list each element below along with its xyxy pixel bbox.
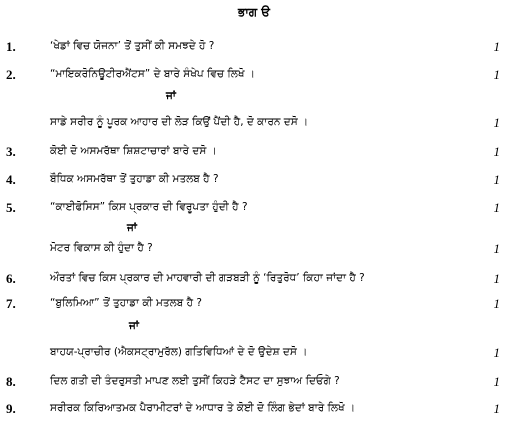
question-mark: 1 xyxy=(493,271,500,286)
question-number: 2. xyxy=(6,67,16,82)
alternative-question-text: ਮੋਟਰ ਵਿਕਾਸ ਕੀ ਹੁੰਦਾ ਹੈ ? xyxy=(50,242,153,254)
question-number: 1. xyxy=(6,39,16,54)
section-heading: ਭਾਗ ੳ xyxy=(237,5,271,19)
question-mark: 1 xyxy=(493,172,500,187)
question-number: 9. xyxy=(6,401,16,416)
question-number: 5. xyxy=(6,200,16,215)
question-mark: 1 xyxy=(493,200,500,215)
alternative-question-mark: 1 xyxy=(493,241,500,256)
question-number: 7. xyxy=(6,296,16,311)
question-number: 6. xyxy=(6,271,16,286)
question-text: ‘ਖੇਡਾਂ ਵਿਚ ਯੋਜਨਾ’ ਤੋਂ ਤੁਸੀਂ ਕੀ ਸਮਝਦੇ ਹੋ ? xyxy=(50,40,215,52)
or-separator: ਜਾਂ xyxy=(166,90,176,102)
or-separator: ਜਾਂ xyxy=(127,222,137,234)
question-mark: 1 xyxy=(493,67,500,82)
question-text: ਕੋਈ ਦੋ ਅਸਮਰੱਥਾ ਸ਼ਿਸ਼ਟਾਚਾਰਾਂ ਬਾਰੇ ਦਸੋ । xyxy=(50,145,217,157)
question-number: 4. xyxy=(6,172,16,187)
question-number: 8. xyxy=(6,374,16,389)
alternative-question-mark: 1 xyxy=(493,115,500,130)
question-text: ਬੌਧਿਕ ਅਸਮਰੱਥਾ ਤੋਂ ਤੁਹਾਡਾ ਕੀ ਮਤਲਬ ਹੈ ? xyxy=(50,173,219,185)
question-text: ਔਰਤਾਂ ਵਿਚ ਕਿਸ ਪ੍ਰਕਾਰ ਦੀ ਮਾਹਵਾਰੀ ਦੀ ਗੜਬੜੀ ਨੂੰ ‘ਰਿਤੁਰੋਧ’ ਕਿਹਾ ਜਾਂਦਾ ਹੈ ? xyxy=(50,272,365,284)
question-number: 3. xyxy=(6,144,16,159)
alternative-question-mark: 1 xyxy=(493,345,500,360)
or-separator: ਜਾਂ xyxy=(129,320,139,332)
question-text: “ਮਾਇਕਰੋਨਿਊਟੀਰਐਂਟਸ” ਦੇ ਬਾਰੇ ਸੰਖੇਪ ਵਿਚ ਲਿਖੋ । xyxy=(50,68,255,80)
question-text: “ਬੁਲਿਮਿਆ” ਤੋਂ ਤੁਹਾਡਾ ਕੀ ਮਤਲਬ ਹੈ ? xyxy=(50,297,202,309)
question-text: “ਕਾਈਫੋਸਿਸ” ਕਿਸ ਪ੍ਰਕਾਰ ਦੀ ਵਿਰੂਪਤਾ ਹੁੰਦੀ ਹੈ ? xyxy=(50,201,248,213)
alternative-question-text: ਬਾਹਯ-ਪ੍ਰਾਚੀਰ (ਐਕਸਟ੍ਰਾਮੁਰੱਲ) ਗਤਿਵਿਧਿਆਂ ਦੇ ਦੋ ਉਦੇਸ਼ ਦਸੋ । xyxy=(50,346,308,358)
question-text: ਸਰੀਰਕ ਕਿਰਿਆਤਮਕ ਪੈਰਾਮੀਟਰਾਂ ਦੇ ਆਧਾਰ ਤੇ ਕੋਈ ਦੋ ਲਿੰਗ ਭੇਦਾਂ ਬਾਰੇ ਲਿਖੋ । xyxy=(50,402,356,414)
question-text: ਦਿਲ ਗਤੀ ਦੀ ਤੰਦਰੁਸਤੀ ਮਾਪਣ ਲਈ ਤੁਸੀਂ ਕਿਹੜੇ ਟੈਸਟ ਦਾ ਸੁਝਾਅ ਦਿਓਗੇ ? xyxy=(50,375,340,387)
question-mark: 1 xyxy=(493,296,500,311)
question-mark: 1 xyxy=(493,401,500,416)
question-mark: 1 xyxy=(493,374,500,389)
question-mark: 1 xyxy=(493,144,500,159)
alternative-question-text: ਸਾਡੇ ਸਰੀਰ ਨੂੰ ਪੂਰਕ ਆਹਾਰ ਦੀ ਲੋੜ ਕਿਉਂ ਪੈਂਦੀ ਹੈ, ਦੋ ਕਾਰਨ ਦਸੋ । xyxy=(50,116,309,128)
question-mark: 1 xyxy=(493,39,500,54)
